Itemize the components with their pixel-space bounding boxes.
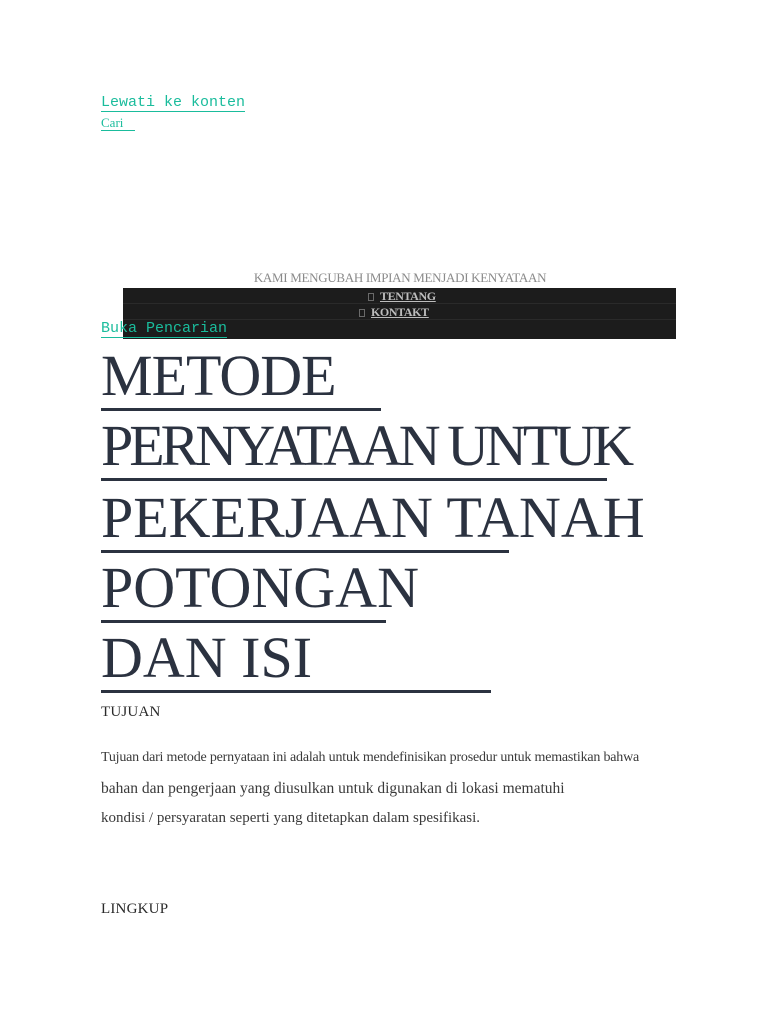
title-line: METODE: [101, 344, 381, 411]
title-line: PERNYATAAN UNTUK: [101, 414, 607, 481]
title-line: DAN ISI: [101, 626, 491, 693]
site-tagline: KAMI MENGUBAH IMPIAN MENJADI KENYATAAN: [253, 270, 547, 285]
title-line: PEKERJAAN TANAH: [101, 486, 509, 553]
skip-to-content-link[interactable]: Lewati ke konten: [101, 94, 246, 111]
nav-item-kontak[interactable]: [359, 305, 429, 320]
nav-item-label: TENTANG: [380, 289, 436, 303]
title-line: POTONGAN: [101, 556, 386, 623]
section-heading-tujuan: TUJUAN: [101, 704, 161, 720]
paragraph-line: kondisi / persyaratan seperti yang ditetapkan dalam spesifikasi.: [101, 810, 481, 826]
paragraph-line: bahan dan pengerjaan yang diusulkan untuk digunakan di lokasi mematuhi: [101, 780, 565, 797]
menu-bullet-icon: [368, 293, 374, 301]
paragraph-line: Tujuan dari metode pernyataan ini adalah untuk mendefinisikan prosedur untuk memastikan bahwa: [101, 750, 640, 765]
nav-row: [123, 304, 676, 320]
nav-item-tentang[interactable]: [368, 289, 436, 304]
open-search-link[interactable]: Buka Pencarian: [101, 320, 228, 337]
search-link[interactable]: Cari: [101, 116, 135, 131]
section-heading-lingkup: LINGKUP: [101, 901, 169, 917]
nav-item-label: KONTAKT: [371, 305, 429, 319]
nav-row: [123, 288, 676, 304]
menu-bullet-icon: [359, 309, 365, 317]
